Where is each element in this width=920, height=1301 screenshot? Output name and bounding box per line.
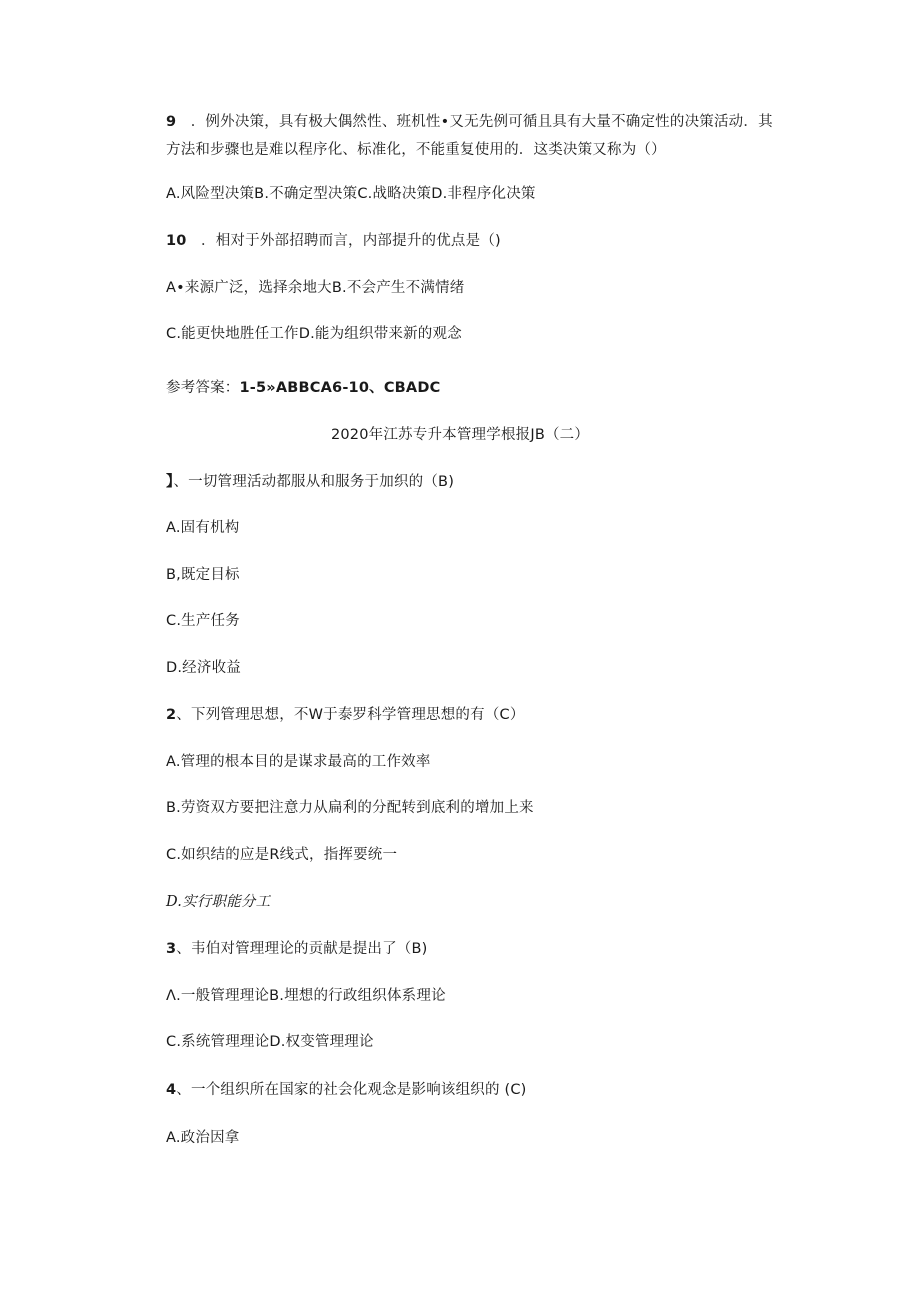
question-number: 10 [166,233,187,249]
option-b: B.劳资双方要把注意力从扁利的分配转到底利的增加上来 [166,800,534,816]
section2-question-1 [166,472,454,492]
question-number: 4 [166,1082,177,1098]
question-9 [166,108,786,164]
question-number: 2 [166,707,177,723]
question-text-continued: 方法和步骤也是难以程序化、标准化，不能重复使用的．这类决策又称为（） [166,142,666,158]
question-text: ．相对于外部招聘而言，内部提升的优点是（) [201,233,501,249]
option-d: D.经济收益 [166,660,241,676]
question-number: 】 [166,474,174,490]
option-c: C.生产任务 [166,613,240,629]
option-a: A.管理的根本目的是谋求最高的工作效率 [166,754,431,770]
question-10-options-row-2: C.能更快地胜任工作D.能为组织带来新的观念 [166,326,462,342]
question-3-options-row-2: C.系统管理理论D.权变管理理论 [166,1034,374,1050]
section2-question-2 [166,705,525,725]
option-d: D.实行职能分工 [166,894,271,910]
answer-key-label: 参考答案： [166,380,240,396]
question-text: ．例外决策，具有极大偶然性、班机性•又无先例可循且具有大量不确定性的决策活动．其 [190,114,773,130]
option-c: C.如织结的应是R线式，指挥要统一 [166,847,398,863]
question-text: 、下列管理思想，不W于泰罗科学管理思想的有（C） [176,707,525,723]
question-number: 9 [166,114,177,130]
option-b: B,既定目标 [166,567,240,583]
question-9-options: A.风险型决策B.不确定型决策C.战略决策D.非程序化决策 [166,186,536,202]
question-number: 3 [166,941,177,957]
answer-key-value: 1-5»ABBCA6-10、CBADC [239,380,441,396]
question-10 [166,231,501,251]
section-title: 2020年江苏专升本管理学根报JB（二） [330,427,590,443]
section2-question-3 [166,939,428,959]
question-text: 、一个组织所在国家的社会化观念是影响该组织的 (C) [176,1082,527,1098]
option-a: A.政治因拿 [166,1130,240,1146]
question-3-options-row-1: Λ.一般管理理论B.埋想的行政组织体系理论 [166,988,446,1004]
question-text: 、一切管理活动都服从和服务于加织的（B) [173,474,455,490]
question-text: 、韦伯对管理理论的贡献是提出了（B) [176,941,428,957]
option-a: A.固有机构 [166,520,240,536]
question-10-options-row-1: A•来源广泛，选择余地大B.不会产生不满情绪 [166,280,465,296]
answer-key [166,378,440,398]
section2-question-4 [166,1080,527,1100]
